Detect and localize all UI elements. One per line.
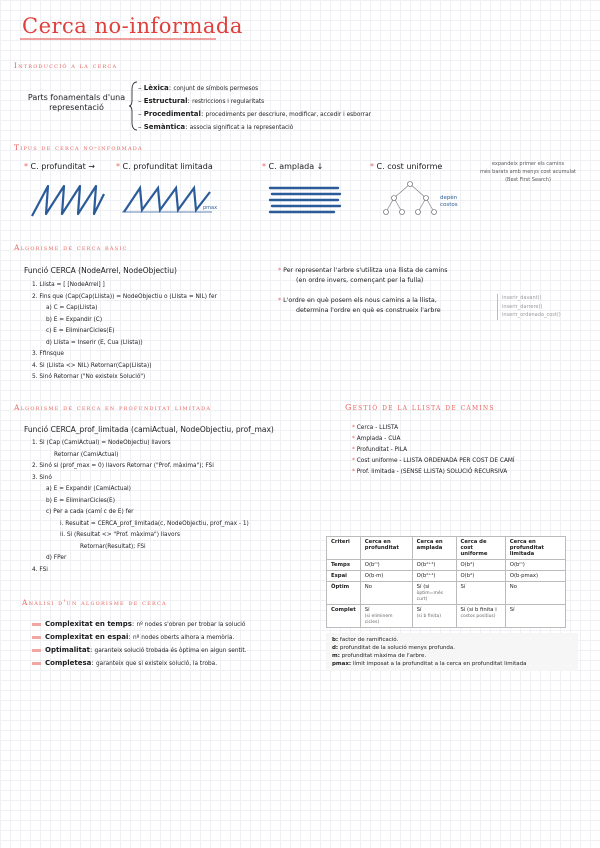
table-legend (326, 633, 578, 671)
type-dfs: * C. profunditat → (24, 162, 95, 171)
table-row: Temps O(bᵐ) O(bᵈ⁺¹) O(bᵈ) O(bᵐ) (327, 560, 566, 571)
algo2-step: 1. Si (Cap (CamiActual) = NodeObjectiu) llavors (32, 440, 171, 446)
algo-step: c) E = EliminarCicles(E) (46, 328, 115, 334)
analysis-heading: Anàlisi d'un algorisme de cerca (22, 598, 167, 607)
algo2-step: i. Resultat = CERCA_prof_limitada(c, NodeObjectiu, prof_max - 1) (60, 520, 249, 527)
algo2-step: 2. Sinó si (prof_max = 0) llavors Retornar ("Prof. màxima"); FSi (32, 463, 214, 469)
algo-step: d) Llista = Inserir (E, Cua (Llista)) (46, 339, 143, 346)
gestio-item: * Cost uniforme - LLISTA ORDENADA PER COST DE CAMÍ (352, 458, 515, 464)
algo-step: 2. Fins que (Cap(Cap(Llista)) = NodeObjectiu o (Llista = NIL) fer (32, 293, 217, 300)
algo-step: 3. Ffinsque (32, 351, 64, 357)
pmax-label: pmax (203, 205, 218, 211)
algo2-step: d) FPer (46, 555, 67, 561)
legend-item: m: profunditat màxima de l'arbre. (332, 653, 427, 659)
gestio-item: * Profunditat - PILA (352, 447, 408, 453)
algo2-func: Funció CERCA_prof_limitada (camiActual, NodeObjectiu, prof_max) (24, 425, 274, 434)
algo2-step: a) E = Expandir (CamiActual) (46, 486, 131, 492)
algo-step: 5. Sinó Retornar ("No existeix Solució") (32, 374, 146, 380)
algo-step: 4. Si (Llista <> NIL) Retornar(Cap(Llista)) (32, 362, 152, 369)
type-bfs: * C. amplada ↓ (262, 162, 324, 171)
ucs-note: expandeix primer els camins més barats amb menys cost acumulat (Best First Search) (480, 161, 577, 183)
gestio-heading: Gestió de la llista de camins (345, 403, 495, 412)
table-row: Espai O(b·m) O(bᵈ⁺¹) O(bᵈ) O(b·pmax) (327, 571, 566, 582)
intro-item: – Estructural: restriccions i regularitats (138, 97, 265, 105)
algo2-step: c) Per a cada (camí c de E) fer (46, 509, 134, 515)
algo2-step: b) E = EliminarCicles(E) (46, 497, 115, 504)
table-row: Òptim No Sí (si òptim=més curt) Sí No (327, 582, 566, 605)
algo-step: 1. Llista = [ [NodeArrel] ] (32, 282, 105, 288)
bfs-scribble (266, 182, 346, 218)
algo2-step: Retornar (CamiActual) (54, 451, 119, 458)
algo-step: b) E = Expandir (C) (46, 316, 103, 323)
analysis-list (32, 618, 247, 670)
type-ucs: * C. cost uniforme (370, 162, 443, 171)
type-dls: * C. profunditat limitada (116, 162, 213, 171)
analysis-item: Optimalitat: garanteix solució trobada és òptima en algun sentit. (32, 644, 247, 657)
types-heading: Tipus de cerca no-informada (14, 143, 143, 152)
algo2-step: 3. Sinó (32, 474, 52, 481)
comparison-table (326, 536, 566, 628)
algo2-step: Retornar(Resultat); FSi (80, 543, 146, 550)
analysis-item: Complexitat en temps: nº nodes s'obren per trobar la solució (32, 618, 247, 631)
intro-concept: Parts fonamentals d'una representació (27, 93, 126, 112)
gestio-item: * Amplada - CUA (352, 436, 401, 442)
page-title: Cerca no-informada (22, 14, 243, 38)
gestio-list (352, 423, 515, 478)
algo2-step: 4. FSi (32, 566, 48, 573)
algo-steps (32, 280, 217, 384)
algo-func: Funció CERCA (NodeArrel, NodeObjectiu) (24, 266, 177, 275)
legend-item: b: factor de ramificació. (332, 637, 399, 643)
algo2-steps (32, 438, 249, 576)
analysis-item: Completesa: garanteix que si existeix solució, la troba. (32, 657, 247, 670)
intro-heading: Introducció a la cerca (14, 61, 118, 70)
ucs-cost-label: depèn costos (440, 195, 458, 208)
title-underline (20, 37, 216, 41)
table-header-row: Criteri Cerca en profunditat Cerca en amplada Cerca de cost uniforme Cerca en profunditat limitada (327, 537, 566, 560)
dfs-scribble (28, 180, 108, 222)
gestio-item: * Cerca - LLISTA (352, 425, 399, 431)
algo2-step: ii. Si (Resultat <> "Prof. màxima") llavors (60, 532, 180, 538)
intro-list (138, 82, 371, 134)
algo-step: a) C = Cap(Llista) (46, 305, 98, 311)
intro-item: – Procedimental: procediments per descriure, modificar, accedir i esborrar (138, 110, 371, 118)
algo2-heading: Algorisme de cerca en profunditat limitada (14, 403, 212, 412)
gestio-item: * Prof. limitada - (SENSE LLISTA) SOLUCIÓ RECURSIVA (352, 469, 508, 475)
intro-item: – Semàntica: associa significat a la representació (138, 123, 294, 131)
legend-item: pmax: límit imposat a la profunditat a la cerca en profunditat limitada (332, 661, 527, 667)
algo-heading: Algorisme de cerca bàsic (14, 243, 128, 252)
dls-scribble (120, 180, 220, 220)
algo-notes: * Per representar l'arbre s'utilitza una llista de camins (en ordre invers, començant per la fulla) * L'ordre en què posem els nous camins a la llista, determina l'ordre en què es construeix l'arbre (278, 267, 448, 314)
analysis-item: Complexitat en espai: nº nodes oberts alhora a memòria. (32, 631, 247, 644)
legend-item: d: profunditat de la solució menys profunda. (332, 645, 456, 651)
table-row: Complet Sí (si eliminem cicles) Sí (si b finita) Sí (si b finita i costos positius) Sí (327, 605, 566, 628)
intro-item: – Lèxica: conjunt de símbols permesos (138, 84, 259, 92)
ucs-tree-icon (380, 178, 440, 222)
insert-functions: inserir_davant() inserir_darrere() inserir_ordenada_cost() (497, 294, 561, 320)
